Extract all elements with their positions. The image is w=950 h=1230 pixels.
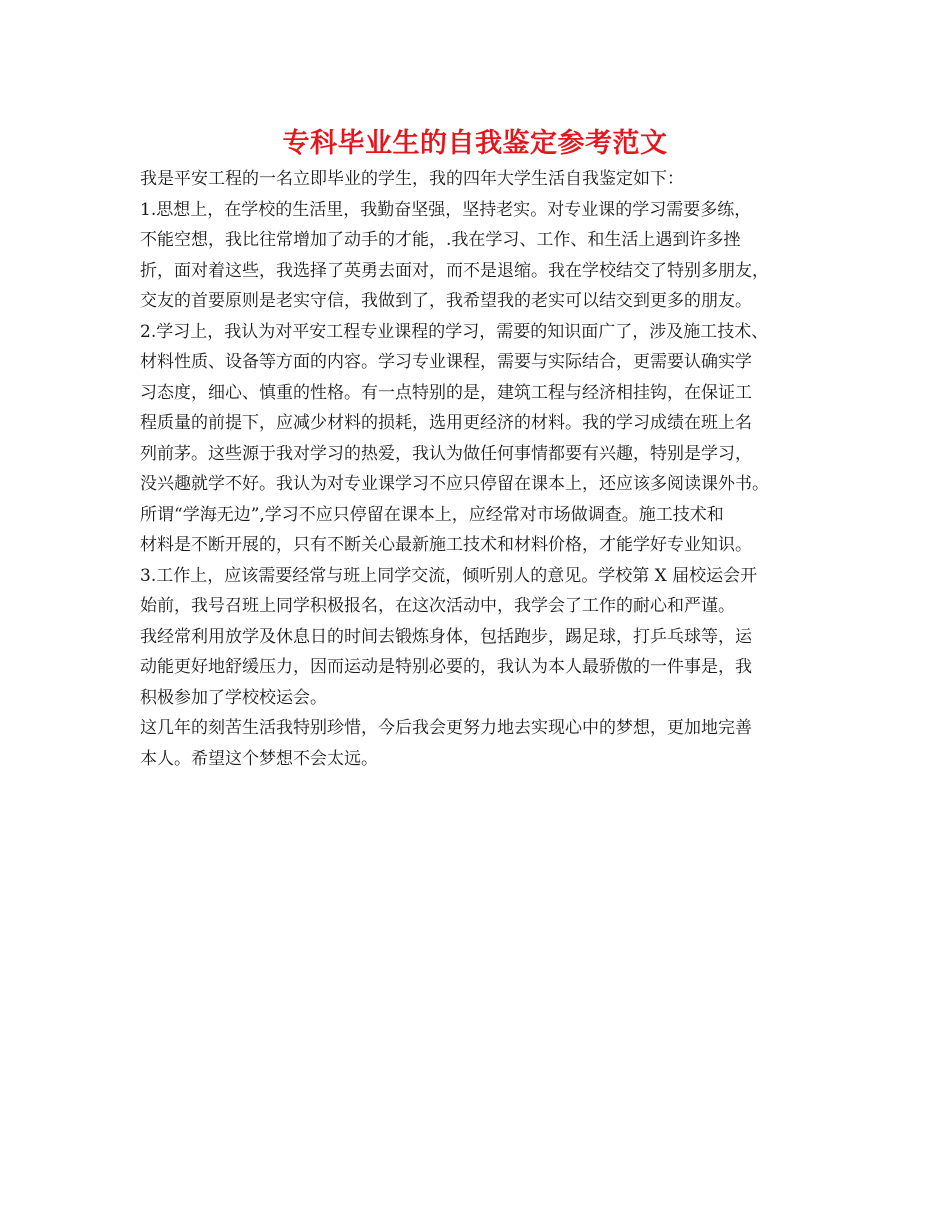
text-line: 习态度，细心、慎重的性格。有一点特别的是，建筑工程与经济相挂钩，在保证工 <box>140 382 752 403</box>
document-body <box>140 164 824 774</box>
text-line: 折，面对着这些，我选择了英勇去面对，而不是退缩。我在学校结交了特别多朋友， <box>140 260 769 281</box>
text-line: 没兴趣就学不好。我认为对专业课学习不应只停留在课本上，还应该多阅读课外书。 <box>140 474 769 494</box>
text-line: 3.工作上，应该需要经常与班上同学交流，倾听别人的意见。学校第 X 届校运会开 <box>140 565 758 586</box>
text-line: 我经常利用放学及休息日的时间去锻炼身体，包括跑步，踢足球，打乒乓球等，运 <box>140 626 752 647</box>
document-title: 专科毕业生的自我鉴定参考范文 <box>282 128 668 159</box>
text-line: 材料性质、设备等方面的内容。学习专业课程，需要与实际结合，更需要认确实学 <box>140 352 752 372</box>
text-line: 列前茅。这些源于我对学习的热爱，我认为做任何事情都要有兴趣，特别是学习， <box>140 443 752 464</box>
text-line: 2.学习上，我认为对平安工程专业课程的学习，需要的知识面广了，涉及施工技术、 <box>140 321 769 342</box>
text-line: 交友的首要原则是老实守信，我做到了，我希望我的老实可以结交到更多的朋友。 <box>140 291 752 311</box>
text-line: 始前，我号召班上同学积极报名，在这次活动中，我学会了工作的耐心和严谨。 <box>140 596 735 616</box>
text-line: 这几年的刻苦生活我特别珍惜，今后我会更努力地去实现心中的梦想，更加地完善 <box>140 718 752 738</box>
text-line: 所谓“学海无边”,学习不应只停留在课本上，应经常对市场做调查。施工技术和 <box>140 504 724 525</box>
text-line: 程质量的前提下，应减少材料的损耗，选用更经济的材料。我的学习成绩在班上名 <box>140 413 752 433</box>
text-line: 材料是不断开展的，只有不断关心最新施工技术和材料价格，才能学好专业知识。 <box>140 535 752 555</box>
text-line: 我是平安工程的一名立即毕业的学生，我的四年大学生活自我鉴定如下： <box>140 169 684 189</box>
text-line: 本人。希望这个梦想不会太远。 <box>140 748 378 769</box>
text-line: 积极参加了学校校运会。 <box>140 687 327 708</box>
text-line: 1.思想上，在学校的生活里，我勤奋坚强，坚持老实。对专业课的学习需要多练， <box>140 199 752 220</box>
text-line: 不能空想，我比往常增加了动手的才能，.我在学习、工作、和生活上遇到许多挫 <box>140 230 741 250</box>
text-line: 动能更好地舒缓压力，因而运动是特别必要的，我认为本人最骄傲的一件事是，我 <box>140 657 752 677</box>
